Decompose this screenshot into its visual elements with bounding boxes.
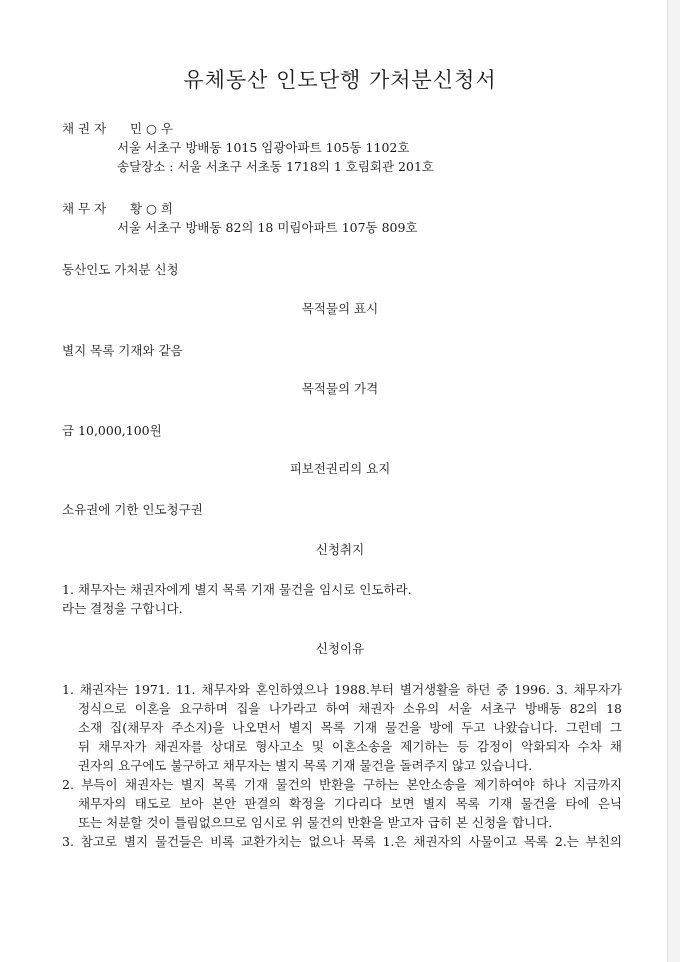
reason-line: 정식으로 이혼을 요구하며 집을 나가라고 하여 채권자 소유의 서울 서초구 방배동 82의 18	[78, 701, 622, 716]
reason-line: 뒤 채무자가 채권자를 상대로 형사고소 및 이혼소송을 제기하는 등 감정이 악화되자 수차 채	[78, 739, 622, 754]
scrollbar[interactable]	[667, 0, 680, 962]
reason-line: 2. 부득이 채권자는 별지 목록 기재 물건의 반환을 구하는 본안소송을 제기하여야 하나 지금까지	[62, 777, 622, 792]
reason-line: 또는 처분할 것이 틀림없으므로 임시로 위 물건의 반환을 받고자 급히 본 신청을 합니다.	[78, 815, 553, 830]
reason-line: 소재 집(채무자 주소지)을 나오면서 별지 목록 기재 물건을 방에 두고 나왔습니다. 그런데 그	[78, 720, 622, 735]
debtor-address: 서울 서초구 방배동 82의 18 미림아파트 107동 809호	[117, 220, 418, 235]
reason-heading: 신청이유	[315, 641, 365, 656]
purpose-line: 1. 채무자는 채권자에게 별지 목록 기재 물건을 임시로 인도하라.	[62, 582, 412, 597]
reason-line: 3. 참고로 별지 물건들은 비록 교환가치는 없으나 목록 1.은 채권자의 사물이고 목록 2.는 부친의	[62, 834, 622, 849]
purpose-heading: 신청취지	[315, 542, 365, 557]
creditor-service-address: 송달장소 : 서울 서초구 서초동 1718의 1 호림회관 201호	[117, 159, 434, 174]
creditor-name: 민 ○ 우	[130, 121, 174, 136]
object-heading: 목적물의 표시	[301, 301, 379, 316]
object-text: 별지 목록 기재와 같음	[62, 343, 183, 358]
creditor-label: 채 권 자	[62, 121, 107, 136]
right-text: 소유권에 기한 인도청구권	[62, 502, 203, 517]
debtor-name: 황 ○ 희	[130, 201, 174, 216]
reason-line: 1. 채권자는 1971. 11. 채무자와 혼인하였으나 1988.부터 별거생활을 하던 중 1996. 3. 채무자가	[62, 682, 622, 697]
debtor-label: 채 무 자	[62, 201, 107, 216]
right-heading: 피보전권리의 요지	[289, 461, 391, 476]
purpose-line: 라는 결정을 구합니다.	[62, 601, 183, 616]
value-text: 금 10,000,100원	[62, 423, 162, 438]
document-title: 유체동산 인도단행 가처분신청서	[183, 68, 497, 92]
reason-line: 채무자의 태도로 보아 본안 판결의 확정을 기다리다 보면 별지 목록 기재 물건을 타에 은닉	[78, 796, 622, 811]
case-name: 동산인도 가처분 신청	[62, 262, 179, 277]
reason-line: 권자의 요구에도 불구하고 채무자는 별지 목록 기재 물건을 돌려주지 않고 있습니다.	[78, 758, 533, 773]
value-heading: 목적물의 가격	[301, 381, 379, 396]
creditor-address: 서울 서초구 방배동 1015 임광아파트 105동 1102호	[117, 140, 410, 155]
